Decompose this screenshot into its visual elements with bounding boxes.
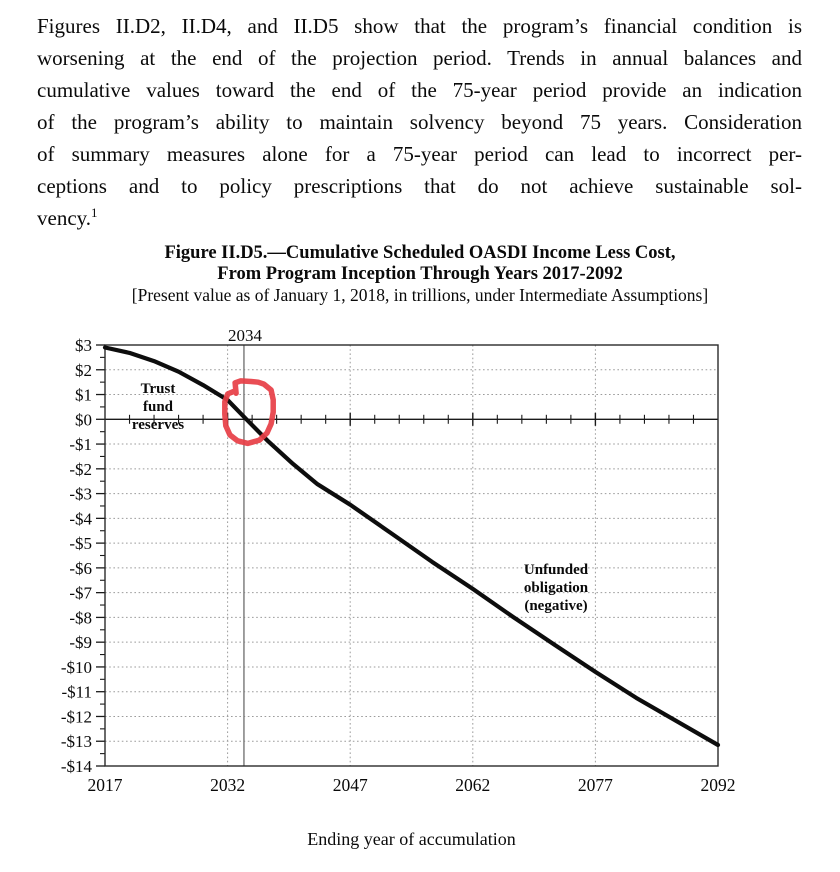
- figure-title-line-2: From Program Inception Through Years 2017-2092: [217, 263, 623, 284]
- y-tick-label: $2: [75, 360, 92, 380]
- y-tick-label: -$14: [60, 757, 92, 776]
- y-tick-label: -$1: [69, 435, 92, 455]
- figure-title: [0, 243, 840, 285]
- figure-title-line-1: Figure II.D5.—Cumulative Scheduled OASDI Income Less Cost,: [164, 243, 676, 263]
- y-tick-label: $0: [75, 410, 92, 430]
- paragraph-line: worsening at the end of the projection period. Trends in annual balances and: [37, 46, 802, 70]
- y-tick-label: -$5: [69, 534, 92, 554]
- paragraph-last-text: vency.: [37, 206, 92, 230]
- paragraph-line: of the program’s ability to maintain solvency beyond 75 years. Consideration: [37, 110, 802, 134]
- unfunded-obligation-label: (negative): [524, 598, 588, 614]
- x-tick-label: 2017: [87, 775, 123, 795]
- x-tick-label: 2077: [577, 775, 613, 795]
- paragraph-line: ceptions and to policy prescriptions that do not achieve sustainable sol-: [37, 174, 802, 198]
- chart: [0, 318, 840, 872]
- x-axis-title: Ending year of accumulation: [307, 829, 516, 849]
- plot-border: [105, 345, 718, 766]
- paragraph-last-line: [37, 202, 802, 234]
- y-tick-label: -$10: [60, 657, 92, 677]
- footnote-marker: 1: [91, 205, 98, 220]
- y-tick-label: -$7: [69, 583, 92, 603]
- trust-fund-reserves-label: fund: [142, 399, 174, 415]
- y-tick-label: -$11: [61, 682, 92, 702]
- x-tick-label: 2047: [332, 775, 368, 795]
- y-tick-label: -$3: [69, 484, 92, 504]
- paragraph-line: cumulative values toward the end of the 75-year period provide an indication: [37, 78, 802, 102]
- x-tick-label: 2092: [700, 775, 736, 795]
- x-tick-label: 2062: [455, 775, 491, 795]
- red-circle-annotation: [225, 381, 273, 444]
- x-tick-label: 2032: [210, 775, 246, 795]
- y-tick-label: -$4: [69, 509, 92, 529]
- unfunded-obligation-label: obligation: [523, 580, 589, 596]
- y-tick-label: -$9: [69, 633, 92, 653]
- y-tick-label: -$13: [60, 732, 92, 752]
- depletion-year-label: 2034: [227, 326, 262, 345]
- y-tick-label: -$2: [69, 459, 92, 479]
- trust-fund-reserves-label: Trust: [140, 381, 176, 397]
- income-less-cost-curve: [105, 348, 718, 746]
- y-tick-label: $3: [75, 336, 92, 355]
- paragraph-line: of summary measures alone for a 75-year period can lead to incorrect per-: [37, 142, 802, 166]
- y-tick-label: -$12: [60, 707, 92, 727]
- y-tick-label: -$6: [69, 558, 92, 578]
- figure-subtitle: [Present value as of January 1, 2018, in trillions, under Intermediate Assumptions]: [131, 285, 709, 305]
- unfunded-obligation-label: Unfunded: [523, 562, 589, 578]
- paragraph-line: Figures II.D2, II.D4, and II.D5 show that the program’s financial condition is: [37, 14, 802, 38]
- y-tick-label: -$8: [69, 608, 92, 628]
- trust-fund-reserves-label: reserves: [131, 417, 185, 433]
- y-tick-label: $1: [75, 385, 92, 405]
- paragraph: [37, 10, 802, 234]
